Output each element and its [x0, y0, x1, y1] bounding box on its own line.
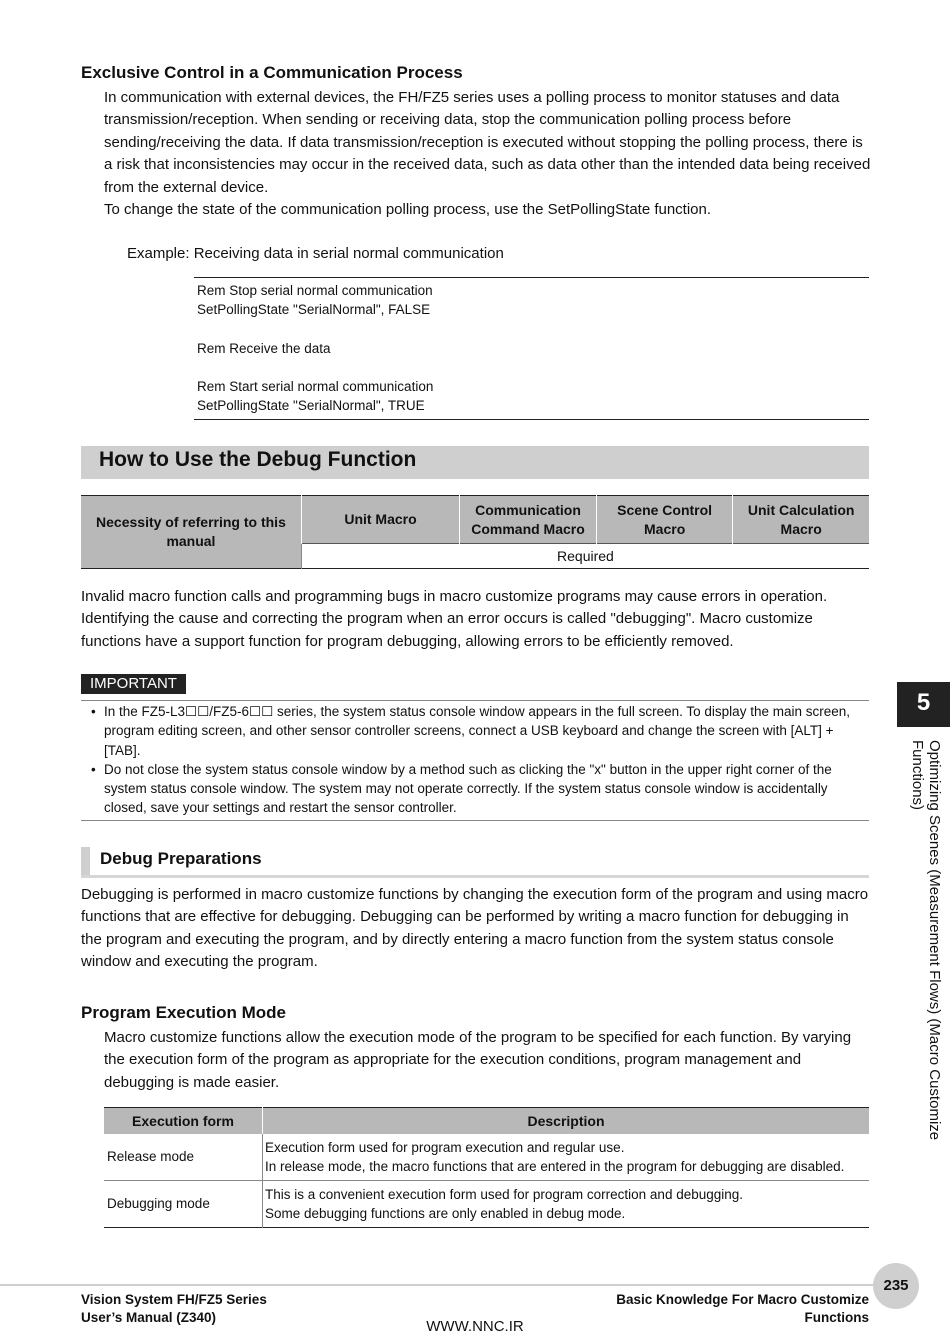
execution-table [104, 1107, 869, 1228]
column-header: Unit Macro [301, 496, 459, 544]
execution-form-cell: Release mode [104, 1134, 263, 1181]
description-line: Some debugging functions are only enabled in debug mode. [265, 1206, 626, 1221]
important-bullet: • Do not close the system status console window by a method such as clicking the "x" button in the upper right corner of the system status console window. The system may not operate correctly. If the system status console window is accidentally closed, save your settings and restart the sensor controller. [81, 760, 864, 818]
necessity-table [81, 495, 869, 569]
page-number: 235 [873, 1263, 919, 1309]
footer-right [560, 1291, 869, 1327]
paragraph: To change the state of the communication polling process, use the SetPollingState function. [104, 201, 712, 219]
chapter-side-title: Optimizing Scenes (Measurement Flows) (Macro Customize Functions) [909, 740, 943, 1141]
code-example [194, 277, 869, 420]
necessity-value: Required [301, 544, 869, 569]
code-line: SetPollingState "SerialNormal", FALSE [197, 302, 431, 318]
section-title: Exclusive Control in a Communication Process [81, 63, 463, 82]
description-line: In release mode, the macro functions that are entered in the program for debugging are disabled. [265, 1159, 845, 1174]
code-line [194, 319, 869, 338]
important-tag: IMPORTANT [81, 674, 186, 694]
table-row [104, 1134, 869, 1181]
column-header: Unit Calculation Macro [733, 496, 869, 544]
description-cell [263, 1134, 870, 1181]
column-header: Communication Command Macro [460, 496, 597, 544]
program-execution-title: Program Execution Mode [81, 1003, 286, 1022]
description-line: This is a convenient execution form used for program correction and debugging. [265, 1186, 744, 1202]
footer-product: Vision System FH/FZ5 Series [81, 1292, 267, 1307]
program-execution-paragraph: Macro customize functions allow the execution mode of the program to be specified for each function. By varying the execution form of the program as appropriate for the execution conditions, program management and debugging is made easier. [104, 1029, 852, 1091]
important-box [81, 700, 869, 821]
intro-paragraph: Invalid macro function calls and programming bugs in macro customize programs may cause errors in operation. Identifying the cause and correcting the program when an error occurs is called "debugging". Macro customize functions have a support function for program debugging, allowing errors to be efficiently removed. [81, 588, 828, 650]
column-header: Scene Control Macro [596, 496, 732, 544]
code-line: Rem Receive the data [197, 340, 331, 356]
main-heading [81, 446, 869, 479]
execution-form-cell: Debugging mode [104, 1181, 263, 1228]
table-row [104, 1181, 869, 1228]
description-line: Execution form used for program execution and regular use. [265, 1139, 625, 1155]
footer-chapter-line: Functions [804, 1310, 869, 1325]
footer-chapter-line: Basic Knowledge For Macro Customize [616, 1292, 869, 1307]
important-bullet: • In the FZ5-L3☐☐/FZ5-6☐☐ series, the system status console window appears in the full screen. To display the main screen, program editing screen, and other sensor controller screens, connect a USB keyboard and change the screen with [ALT] + [TAB]. [81, 702, 864, 760]
footer-left [81, 1291, 267, 1327]
debug-paragraph: Debugging is performed in macro customize functions by changing the execution form of the program and using macro functions that are effective for debugging. Debugging can be performed by writing a macro function for debugging in the program and executing the program, and by directly entering a macro function from the system status console window and executing the program. [81, 886, 869, 971]
code-line: SetPollingState "SerialNormal", TRUE [197, 398, 425, 414]
code-line: Rem Stop serial normal communication [197, 283, 433, 298]
column-header: Description [263, 1108, 870, 1135]
footer-url: WWW.NNC.IR [426, 1318, 524, 1335]
chapter-tab: 5 [897, 682, 950, 727]
heading-accent-bar [81, 847, 90, 875]
main-heading-text: How to Use the Debug Function [99, 448, 417, 471]
example-label: Example: Receiving data in serial normal communication [127, 245, 504, 262]
section-body [104, 87, 874, 221]
subsection-heading [81, 845, 869, 878]
code-line [194, 358, 869, 377]
subsection-title: Debug Preparations [100, 849, 262, 868]
footer-divider [0, 1284, 880, 1286]
column-header: Execution form [104, 1108, 263, 1135]
necessity-row-header: Necessity of referring to this manual [81, 496, 301, 569]
description-cell [263, 1181, 870, 1228]
paragraph: In communication with external devices, the FH/FZ5 series uses a polling process to monitor statuses and data transmission/reception. When sending or receiving data, stop the communication polling process before sending/receiving the data. If data transmission/reception is executed without stopping the polling process, there is a risk that inconsistencies may occur in the received data, such as data other than the intended data being received from the external device. [104, 89, 871, 196]
code-line: Rem Start serial normal communication [197, 378, 434, 394]
footer-manual: User’s Manual (Z340) [81, 1310, 217, 1325]
